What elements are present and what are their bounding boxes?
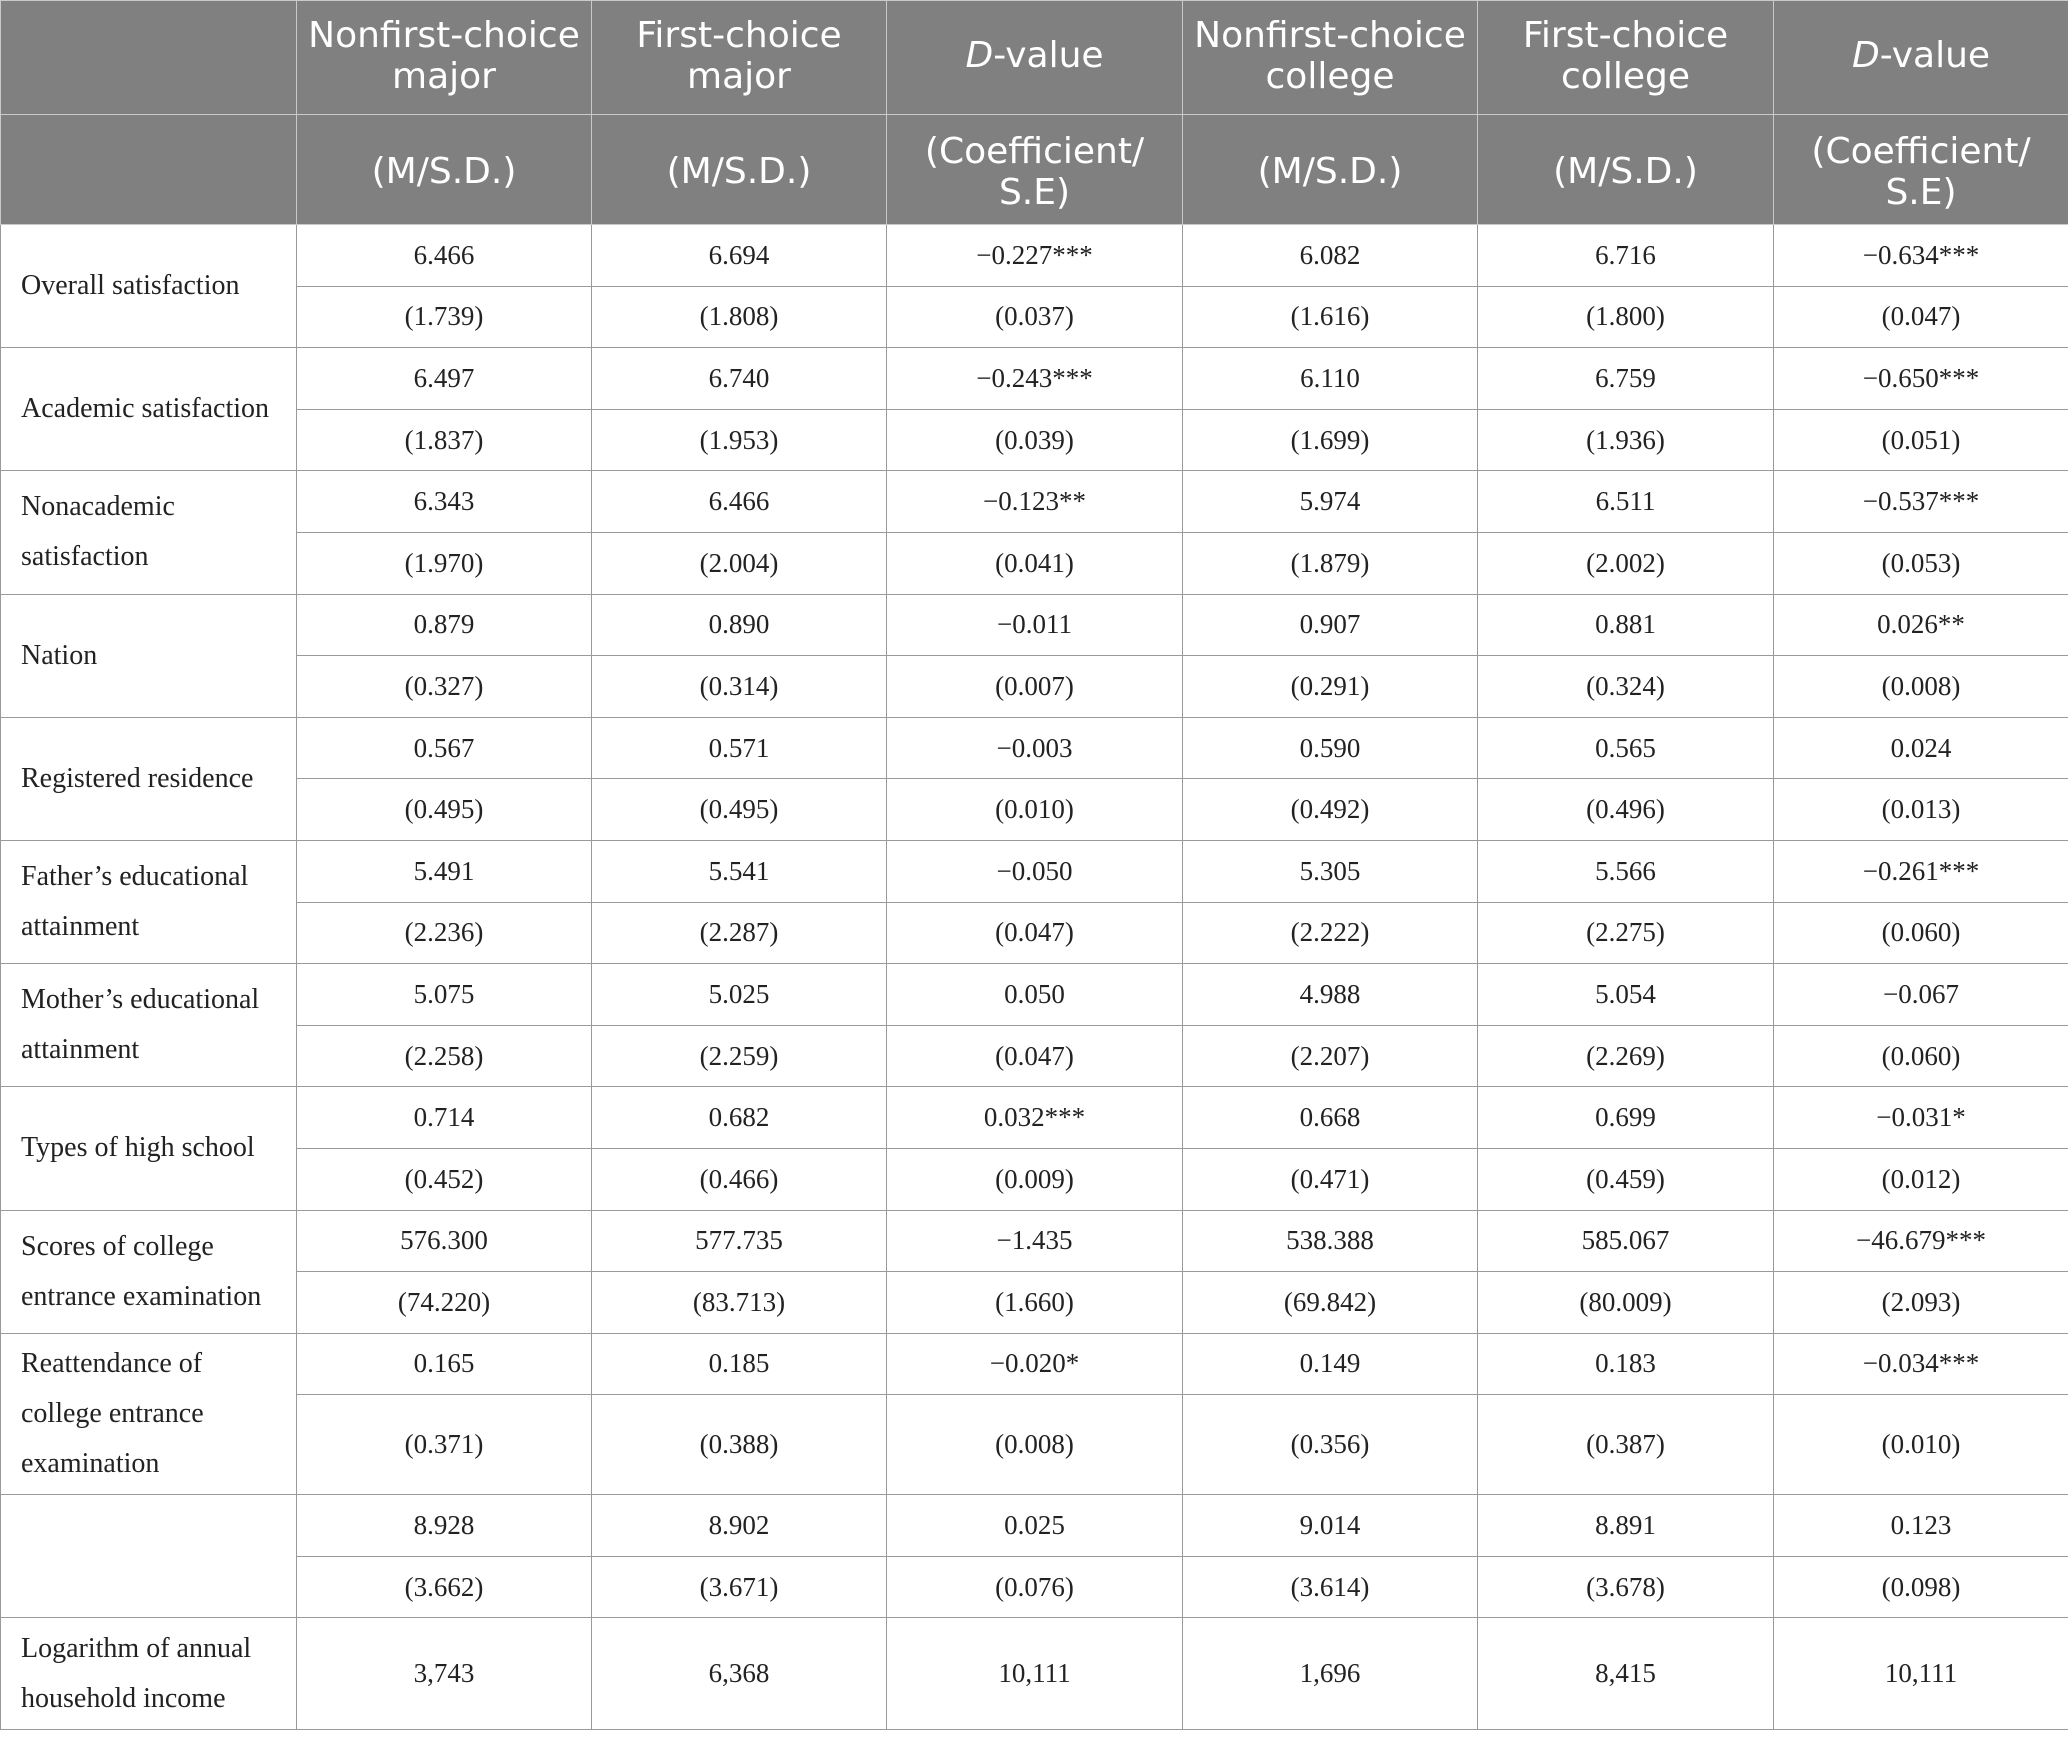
cell-coefficient: −0.243*** <box>887 348 1183 410</box>
cell-coefficient: −0.003 <box>887 717 1183 779</box>
cell-mean: 6.466 <box>592 471 887 533</box>
row-label: Mother’s educational attainment <box>1 964 297 1087</box>
table-row <box>1 594 2068 656</box>
cell-mean: 538.388 <box>1183 1210 1478 1272</box>
cell-sd: (1.879) <box>1183 532 1478 594</box>
cell-mean: 0.907 <box>1183 594 1478 656</box>
cell-sd: (74.220) <box>297 1272 592 1334</box>
header-first-college: First-choice college <box>1478 1 1774 115</box>
d-value-suffix: -value <box>993 35 1104 76</box>
row-label: Nonacademic satisfaction <box>1 471 297 594</box>
cell-sd: (1.970) <box>297 532 592 594</box>
cell-sd: (3.678) <box>1478 1556 1774 1618</box>
d-italic: D <box>965 35 994 76</box>
cell-sd: (2.259) <box>592 1025 887 1087</box>
cell-coefficient: −0.067 <box>1774 964 2068 1026</box>
cell-sd: (2.222) <box>1183 902 1478 964</box>
cell-coefficient: −0.261*** <box>1774 840 2068 902</box>
table-row <box>1 1148 2068 1210</box>
cell-sd: (0.471) <box>1183 1148 1478 1210</box>
cell-sd: (0.291) <box>1183 656 1478 718</box>
d-italic: D <box>1851 35 1880 76</box>
cell-count: 10,111 <box>1774 1618 2068 1730</box>
cell-sd: (0.492) <box>1183 779 1478 841</box>
row-label: Registered residence <box>1 717 297 840</box>
cell-sd: (0.495) <box>592 779 887 841</box>
cell-mean: 0.183 <box>1478 1333 1774 1395</box>
cell-se: (0.009) <box>887 1148 1183 1210</box>
cell-mean: 5.075 <box>297 964 592 1026</box>
row-label: Overall satisfaction <box>1 225 297 348</box>
table-row <box>1 902 2068 964</box>
cell-mean: 0.590 <box>1183 717 1478 779</box>
header-sub-first-college: (M/S.D.) <box>1478 115 1774 225</box>
cell-mean: 9.014 <box>1183 1495 1478 1557</box>
cell-se: (0.010) <box>887 779 1183 841</box>
table-row <box>1 348 2068 410</box>
header-cell-blank <box>1 1 297 115</box>
cell-se: (0.012) <box>1774 1148 2068 1210</box>
cell-count: 1,696 <box>1183 1618 1478 1730</box>
cell-coefficient: −1.435 <box>887 1210 1183 1272</box>
cell-mean: 8.891 <box>1478 1495 1774 1557</box>
cell-se: (0.008) <box>887 1395 1183 1495</box>
row-label: Nation <box>1 594 297 717</box>
cell-sd: (2.275) <box>1478 902 1774 964</box>
table-row <box>1 840 2068 902</box>
cell-se: (0.047) <box>887 1025 1183 1087</box>
cell-mean: 5.025 <box>592 964 887 1026</box>
cell-coefficient: −0.031* <box>1774 1087 2068 1149</box>
cell-coefficient: −0.650*** <box>1774 348 2068 410</box>
cell-mean: 0.165 <box>297 1333 592 1395</box>
cell-se: (0.053) <box>1774 532 2068 594</box>
cell-mean: 0.682 <box>592 1087 887 1149</box>
cell-se: (0.047) <box>887 902 1183 964</box>
cell-coefficient: 0.123 <box>1774 1495 2068 1557</box>
cell-se: (0.098) <box>1774 1556 2068 1618</box>
row-label <box>1 1495 297 1618</box>
cell-mean: 5.541 <box>592 840 887 902</box>
cell-sd: (2.002) <box>1478 532 1774 594</box>
cell-coefficient: −0.034*** <box>1774 1333 2068 1395</box>
cell-mean: 0.565 <box>1478 717 1774 779</box>
cell-sd: (2.004) <box>592 532 887 594</box>
cell-mean: 0.571 <box>592 717 887 779</box>
cell-se: (0.047) <box>1774 286 2068 348</box>
cell-mean: 577.735 <box>592 1210 887 1272</box>
table-row <box>1 779 2068 841</box>
header-d-value-college <box>1774 1 2068 115</box>
table-row <box>1 471 2068 533</box>
cell-count: 6,368 <box>592 1618 887 1730</box>
cell-se: (0.051) <box>1774 409 2068 471</box>
cell-coefficient: −0.227*** <box>887 225 1183 287</box>
cell-coefficient: 0.026** <box>1774 594 2068 656</box>
cell-sd: (2.287) <box>592 902 887 964</box>
cell-mean: 6.740 <box>592 348 887 410</box>
cell-sd: (0.495) <box>297 779 592 841</box>
cell-coefficient: 0.024 <box>1774 717 2068 779</box>
cell-mean: 8.928 <box>297 1495 592 1557</box>
table-row <box>1 1495 2068 1557</box>
cell-se: (0.037) <box>887 286 1183 348</box>
table-row <box>1 225 2068 287</box>
row-label: Logarithm of annual household income <box>1 1618 297 1730</box>
cell-sd: (2.269) <box>1478 1025 1774 1087</box>
cell-mean: 6.511 <box>1478 471 1774 533</box>
cell-sd: (83.713) <box>592 1272 887 1334</box>
cell-sd: (1.800) <box>1478 286 1774 348</box>
cell-se: (0.010) <box>1774 1395 2068 1495</box>
cell-sd: (2.207) <box>1183 1025 1478 1087</box>
cell-mean: 585.067 <box>1478 1210 1774 1272</box>
cell-se: (0.039) <box>887 409 1183 471</box>
table-row <box>1 1333 2068 1395</box>
cell-sd: (1.699) <box>1183 409 1478 471</box>
cell-coefficient: −0.050 <box>887 840 1183 902</box>
cell-mean: 6.694 <box>592 225 887 287</box>
cell-sd: (3.662) <box>297 1556 592 1618</box>
cell-sd: (0.466) <box>592 1148 887 1210</box>
row-label: Reattendance of college entrance examination <box>1 1333 297 1495</box>
cell-sd: (1.953) <box>592 409 887 471</box>
cell-se: (0.013) <box>1774 779 2068 841</box>
cell-mean: 6.759 <box>1478 348 1774 410</box>
cell-count: 10,111 <box>887 1618 1183 1730</box>
cell-coefficient: −46.679*** <box>1774 1210 2068 1272</box>
cell-coefficient: −0.020* <box>887 1333 1183 1395</box>
cell-mean: 6.110 <box>1183 348 1478 410</box>
cell-se: (0.076) <box>887 1556 1183 1618</box>
table-row <box>1 532 2068 594</box>
cell-mean: 4.988 <box>1183 964 1478 1026</box>
cell-mean: 0.567 <box>297 717 592 779</box>
cell-mean: 0.879 <box>297 594 592 656</box>
cell-mean: 6.497 <box>297 348 592 410</box>
cell-sd: (0.356) <box>1183 1395 1478 1495</box>
cell-sd: (1.808) <box>592 286 887 348</box>
header-sub-nonfirst-college: (M/S.D.) <box>1183 115 1478 225</box>
table-row-observations <box>1 1618 2068 1730</box>
cell-mean: 5.566 <box>1478 840 1774 902</box>
cell-coefficient: 0.032*** <box>887 1087 1183 1149</box>
cell-sd: (1.739) <box>297 286 592 348</box>
cell-sd: (3.614) <box>1183 1556 1478 1618</box>
cell-mean: 8.902 <box>592 1495 887 1557</box>
cell-sd: (0.371) <box>297 1395 592 1495</box>
table-row <box>1 717 2068 779</box>
cell-sd: (0.324) <box>1478 656 1774 718</box>
table-row <box>1 1087 2068 1149</box>
cell-mean: 0.714 <box>297 1087 592 1149</box>
cell-se: (0.060) <box>1774 1025 2068 1087</box>
table-row <box>1 1272 2068 1334</box>
cell-sd: (3.671) <box>592 1556 887 1618</box>
cell-sd: (2.258) <box>297 1025 592 1087</box>
header-cell-blank <box>1 115 297 225</box>
header-sub-nonfirst-major: (M/S.D.) <box>297 115 592 225</box>
cell-coefficient: 0.025 <box>887 1495 1183 1557</box>
cell-coefficient: −0.634*** <box>1774 225 2068 287</box>
cell-coefficient: −0.011 <box>887 594 1183 656</box>
cell-se: (0.007) <box>887 656 1183 718</box>
cell-count: 8,415 <box>1478 1618 1774 1730</box>
cell-se: (0.060) <box>1774 902 2068 964</box>
cell-mean: 5.305 <box>1183 840 1478 902</box>
header-sub-d-value-college: (Coefficient/ S.E) <box>1774 115 2068 225</box>
header-sub-first-major: (M/S.D.) <box>592 115 887 225</box>
table-row <box>1 409 2068 471</box>
cell-mean: 576.300 <box>297 1210 592 1272</box>
cell-sd: (0.387) <box>1478 1395 1774 1495</box>
table-row <box>1 1395 2068 1495</box>
cell-sd: (0.388) <box>592 1395 887 1495</box>
cell-mean: 5.974 <box>1183 471 1478 533</box>
cell-mean: 6.716 <box>1478 225 1774 287</box>
table-row <box>1 286 2068 348</box>
table-row <box>1 1025 2068 1087</box>
cell-se: (0.041) <box>887 532 1183 594</box>
cell-sd: (2.236) <box>297 902 592 964</box>
table-row <box>1 1210 2068 1272</box>
row-label: Scores of college entrance examination <box>1 1210 297 1333</box>
cell-sd: (0.459) <box>1478 1148 1774 1210</box>
cell-se: (1.660) <box>887 1272 1183 1334</box>
cell-sd: (69.842) <box>1183 1272 1478 1334</box>
cell-mean: 5.054 <box>1478 964 1774 1026</box>
cell-mean: 5.491 <box>297 840 592 902</box>
header-row-subtitles <box>1 115 2068 225</box>
cell-sd: (80.009) <box>1478 1272 1774 1334</box>
cell-mean: 0.668 <box>1183 1087 1478 1149</box>
cell-sd: (1.936) <box>1478 409 1774 471</box>
cell-sd: (0.496) <box>1478 779 1774 841</box>
header-first-major: First-choice major <box>592 1 887 115</box>
table-row <box>1 1556 2068 1618</box>
cell-mean: 6.343 <box>297 471 592 533</box>
cell-coefficient: −0.537*** <box>1774 471 2068 533</box>
cell-sd: (1.837) <box>297 409 592 471</box>
cell-sd: (1.616) <box>1183 286 1478 348</box>
cell-sd: (0.327) <box>297 656 592 718</box>
header-nonfirst-college: Nonfirst-choice college <box>1183 1 1478 115</box>
cell-mean: 0.149 <box>1183 1333 1478 1395</box>
table-row <box>1 964 2068 1026</box>
cell-mean: 0.185 <box>592 1333 887 1395</box>
d-value-suffix: -value <box>1879 35 1991 76</box>
cell-mean: 6.466 <box>297 225 592 287</box>
row-label: Father’s educational attainment <box>1 840 297 963</box>
cell-mean: 0.890 <box>592 594 887 656</box>
cell-coefficient: 0.050 <box>887 964 1183 1026</box>
header-d-value-major <box>887 1 1183 115</box>
cell-se: (2.093) <box>1774 1272 2068 1334</box>
row-label: Types of high school <box>1 1087 297 1210</box>
cell-sd: (0.314) <box>592 656 887 718</box>
header-row-titles <box>1 1 2068 115</box>
cell-count: 3,743 <box>297 1618 592 1730</box>
cell-sd: (0.452) <box>297 1148 592 1210</box>
cell-mean: 0.881 <box>1478 594 1774 656</box>
table-row <box>1 656 2068 718</box>
cell-mean: 0.699 <box>1478 1087 1774 1149</box>
header-nonfirst-major: Nonfirst-choice major <box>297 1 592 115</box>
cell-se: (0.008) <box>1774 656 2068 718</box>
cell-mean: 6.082 <box>1183 225 1478 287</box>
header-sub-d-value-major: (Coefficient/ S.E) <box>887 115 1183 225</box>
row-label: Academic satisfaction <box>1 348 297 471</box>
cell-coefficient: −0.123** <box>887 471 1183 533</box>
